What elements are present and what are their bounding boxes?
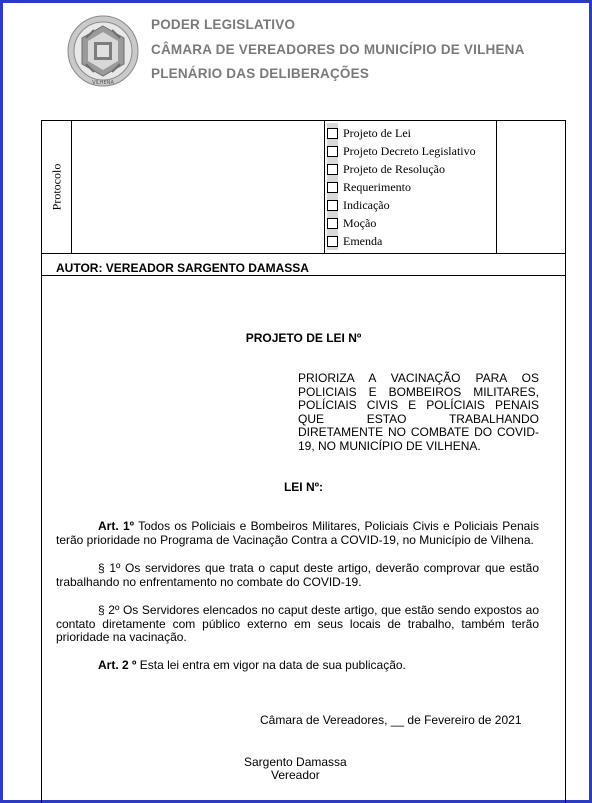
checkbox[interactable]	[327, 236, 338, 247]
article-2-text: Esta lei entra em vigor na data de sua publicação.	[136, 658, 406, 672]
article-1-label: Art. 1º	[98, 519, 135, 533]
article-1-text: Todos os Policiais e Bombeiros Militares, Policiais Civis e Policiais Penais terão prioridade no Programa de Vacinação Contra a COVID-19, no Município de Vilhena.	[56, 519, 539, 547]
article-2-label: Art. 2 º	[98, 658, 137, 672]
divider	[42, 253, 565, 254]
chamber-seal-logo	[66, 14, 140, 88]
checkbox[interactable]	[327, 164, 338, 175]
paragraph-1: § 1º Os servidores que trata o caput deste artigo, deverão comprovar que estão trabalhando no enfrentamento no combate do COVID-19.	[56, 561, 539, 589]
checkbox[interactable]	[327, 146, 338, 157]
letterhead-line-1: PODER LEGISLATIVO	[151, 17, 296, 32]
project-summary: PRIORIZA A VACINAÇÃO PARA OS POLICIAIS E BOMBEIROS MILITARES, POLÍCIAIS CIVIS E POLÍCIAIS PENAIS QUE ESTAO TRABALHANDO DIRETAMENTE NO COMBATE DO COVID-19, NO MUNICÍPIO DE VILHENA.	[298, 371, 539, 453]
letterhead-line-2: CÂMARA DE VEREADORES DO MUNICÍPIO DE VILHENA	[151, 41, 525, 57]
letterhead	[151, 16, 525, 90]
article-1	[56, 520, 539, 547]
type-mocao[interactable]: Moção	[325, 214, 476, 232]
document-type-list	[325, 124, 476, 250]
checkbox[interactable]	[327, 128, 338, 139]
paragraph-2: § 2º Os Servidores elencados no caput deste artigo, que estão sendo expostos ao contato diretamente com público externo em seus locais de trabalho, também terão prioridade na vacinação.	[56, 603, 539, 644]
checkbox[interactable]	[327, 218, 338, 229]
divider	[42, 275, 565, 276]
letterhead-line-3: PLENÁRIO DAS DELIBERAÇÕES	[151, 66, 370, 81]
checkbox[interactable]	[327, 182, 338, 193]
protocol-label: Protocolo	[49, 163, 64, 211]
type-projeto-de-lei[interactable]: Projeto de Lei	[325, 124, 476, 142]
article-2	[56, 659, 539, 673]
svg-text:VILHENA: VILHENA	[92, 80, 114, 86]
protocol-cell	[42, 121, 72, 253]
type-indicacao[interactable]: Indicação	[325, 196, 476, 214]
type-emenda[interactable]: Emenda	[325, 232, 476, 250]
signature-name: Sargento Damassa	[244, 755, 347, 769]
document-type-cell	[324, 121, 497, 253]
type-projeto-de-resolucao[interactable]: Projeto de Resolução	[325, 160, 476, 178]
type-requerimento[interactable]: Requerimento	[325, 178, 476, 196]
author-line: AUTOR: VEREADOR SARGENTO DAMASSA	[56, 261, 309, 275]
form-box	[41, 120, 566, 803]
place-date: Câmara de Vereadores, __ de Fevereiro de 2021	[260, 713, 522, 727]
type-projeto-decreto-legislativo[interactable]: Projeto Decreto Legislativo	[325, 142, 476, 160]
law-number-label: LEI Nº:	[283, 480, 324, 494]
project-title: PROJETO DE LEI Nº	[245, 331, 362, 345]
checkbox[interactable]	[327, 200, 338, 211]
signature-role: Vereador	[271, 768, 320, 782]
